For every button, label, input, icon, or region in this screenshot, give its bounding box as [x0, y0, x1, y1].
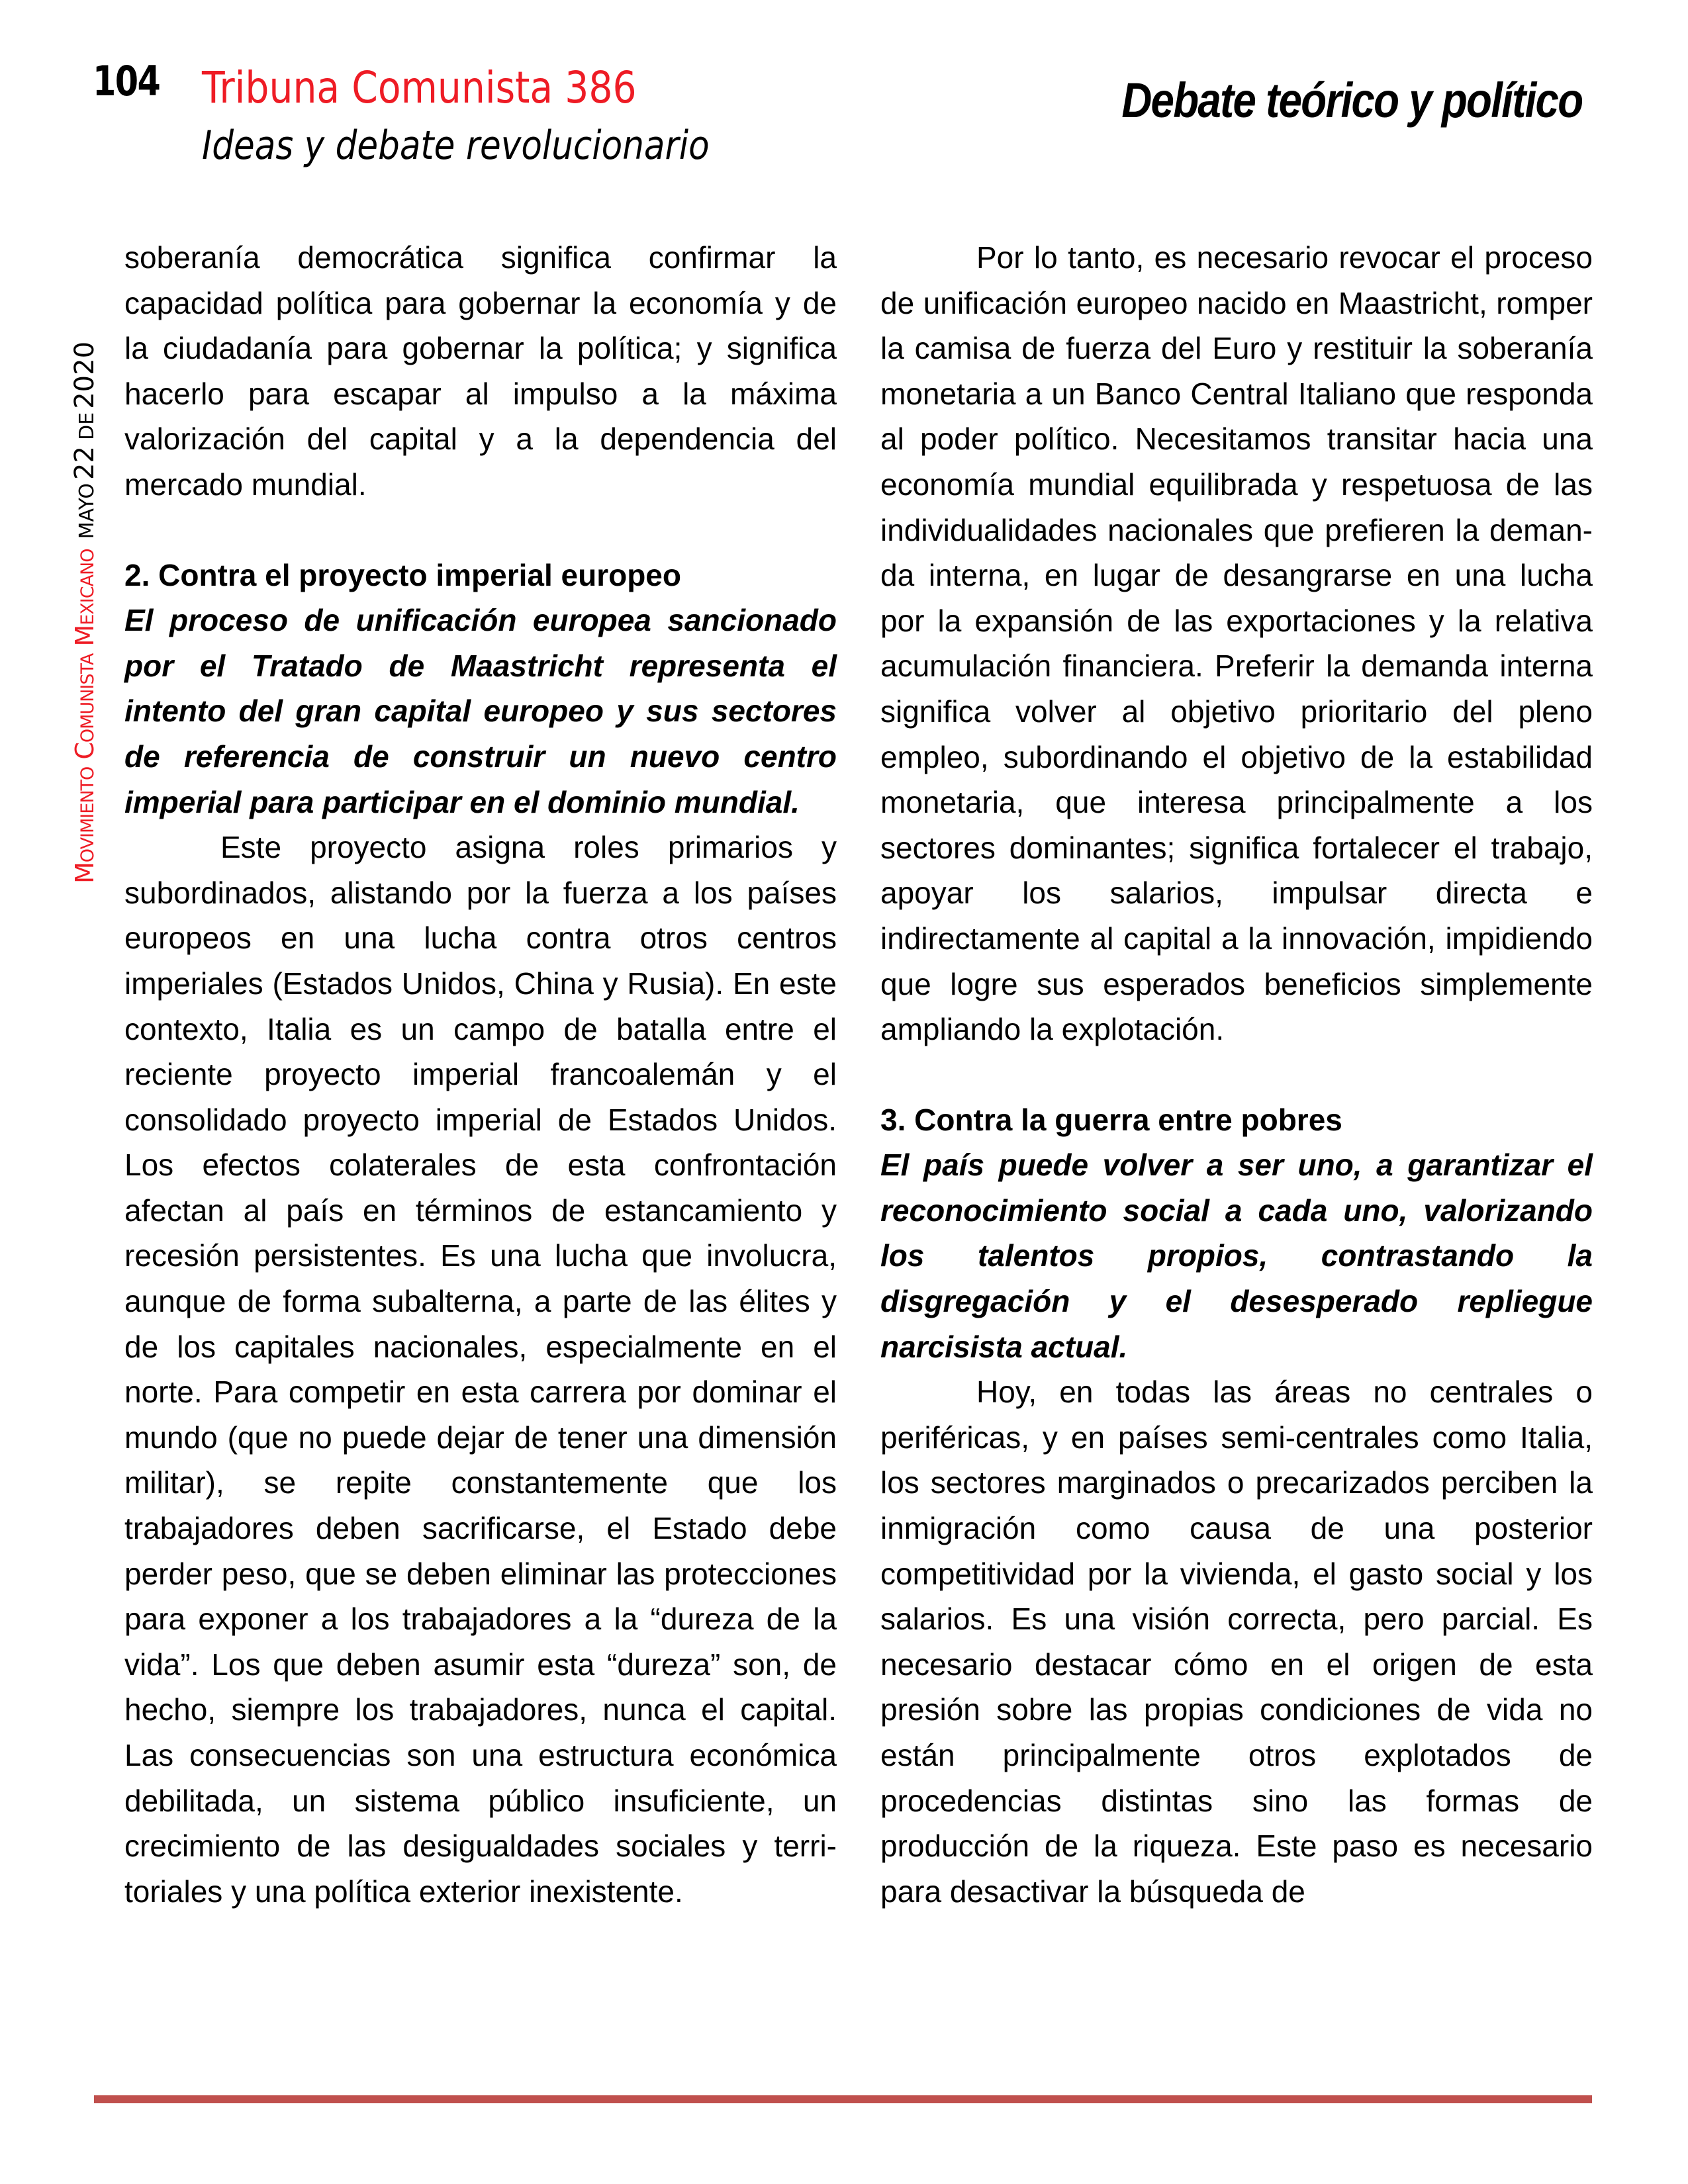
publication-subtitle: Ideas y debate revolucionario — [202, 122, 710, 169]
paragraph: Hoy, en todas las áreas no centrales o periféricas, y en países semi-centrales como Italia, los sectores marginados o precarizados perciben la inmigración como causa de una posterior competitividad por la vivienda, el gasto social y los salarios. Es una visión correcta, pero parcial. Es necesario destacar cómo en el origen de esta presión sobre las propias condiciones de vida no están principalmente otros explotados de procedencias distintas sino las formas de producción de la riqueza. Este paso es necesario para desactivar la búsqueda de — [880, 1375, 1593, 1909]
right-column — [880, 235, 1593, 1914]
section-lead: El proceso de unificación europea sancionado por el Tratado de Maastricht representa el intento del gran capital europeo y sus sectores de referencia de construir un nuevo centro imperial para participar en el dominio mundial. — [124, 603, 837, 819]
paragraph: Por lo tanto, es necesario revocar el proceso de unificación europeo nacido en Maastricht, romper la camisa de fuerza del Euro y restituir la soberanía monetaria a un Banco Central Italiano que responda al poder político. Necesitamos transitar hacia una economía mundial equilibrada y respetuosa de las individualidades nacionales que prefieren la demanda interna, en lugar de desangrarse en una lucha por la expansión de las exportaciones y la relativa acumulación financiera. Preferir la demanda interna significa volver al objetivo prioritario del pleno empleo, subordinando el objetivo de la estabilidad monetaria, que interesa principalmente a los sectores dominantes; significa fortalecer el trabajo, apoyar los salarios, impulsar directa e indirectamente al capital a la innovación, impidiendo que logre sus esperados beneficios simplemente ampliando la explotación. — [880, 240, 1593, 1047]
paragraph-gap — [124, 508, 837, 553]
paragraph: Este proyecto asigna roles primarios y subordinados, alistando por la fuerza a los países europeos en una lucha contra otros centros imperiales (Estados Unidos, China y Rusia). En este contexto, Italia es un campo de batalla entre el reciente proyecto imperial francoalemán y el consolidado proyecto imperial de Estados Unidos. Los efectos colaterales de esta confrontación afectan al país en términos de estancamiento y recesión persistentes. Es una lucha que involucra, aunque de forma subalterna, a parte de las élites y de los capitales nacionales, especialmente en el norte. Para competir en esta carrera por dominar el mundo (que no puede dejar de tener una dimensión militar), se repite constantemente que los trabajadores deben sacrificarse, el Estado debe perder peso, que se deben eliminar las protecciones para exponer a los trabajadores a la “dureza de la vida”. Los que deben asumir esta “dureza” son, de hecho, siempre los trabajadores, nunca el capital. Las consecuencias son una estructura económica debilitada, un sistema público insuficiente, un crecimiento de las desigualdades sociales y territoriales y una política exterior inexistente. — [124, 830, 837, 1909]
paragraph-gap — [880, 1052, 1593, 1097]
bottom-rule — [94, 2095, 1592, 2103]
side-label — [71, 341, 98, 884]
section-heading: 2. Contra el proyecto imperial europeo — [124, 557, 681, 592]
paragraph: soberanía democrática significa confirmar la capacidad política para gobernar la economía y de la ciudadanía para gobernar la política; y significa hacerlo para escapar al impulso a la máxima valorización del capital y a la dependencia del mercado mundial. — [124, 240, 837, 502]
section-title: Debate teórico y político — [1121, 73, 1582, 128]
date-month: MAYO — [75, 483, 99, 539]
organization-name: Movimiento Comunista Mexicano — [70, 549, 99, 884]
date-day: 22 — [70, 446, 100, 480]
section-lead: El país puede volver a ser uno, a garantizar el reconocimiento social a cada uno, valorizando los talentos propios, contrastando la disgregación y el desesperado repliegue narcisista actual. — [880, 1148, 1593, 1364]
date-de: DE — [75, 412, 99, 440]
publication-title: Tribuna Comunista 386 — [202, 62, 637, 113]
date-year: 2020 — [70, 341, 100, 409]
left-column — [124, 235, 837, 1914]
page-number: 104 — [93, 57, 160, 105]
section-heading: 3. Contra la guerra entre pobres — [880, 1102, 1342, 1137]
